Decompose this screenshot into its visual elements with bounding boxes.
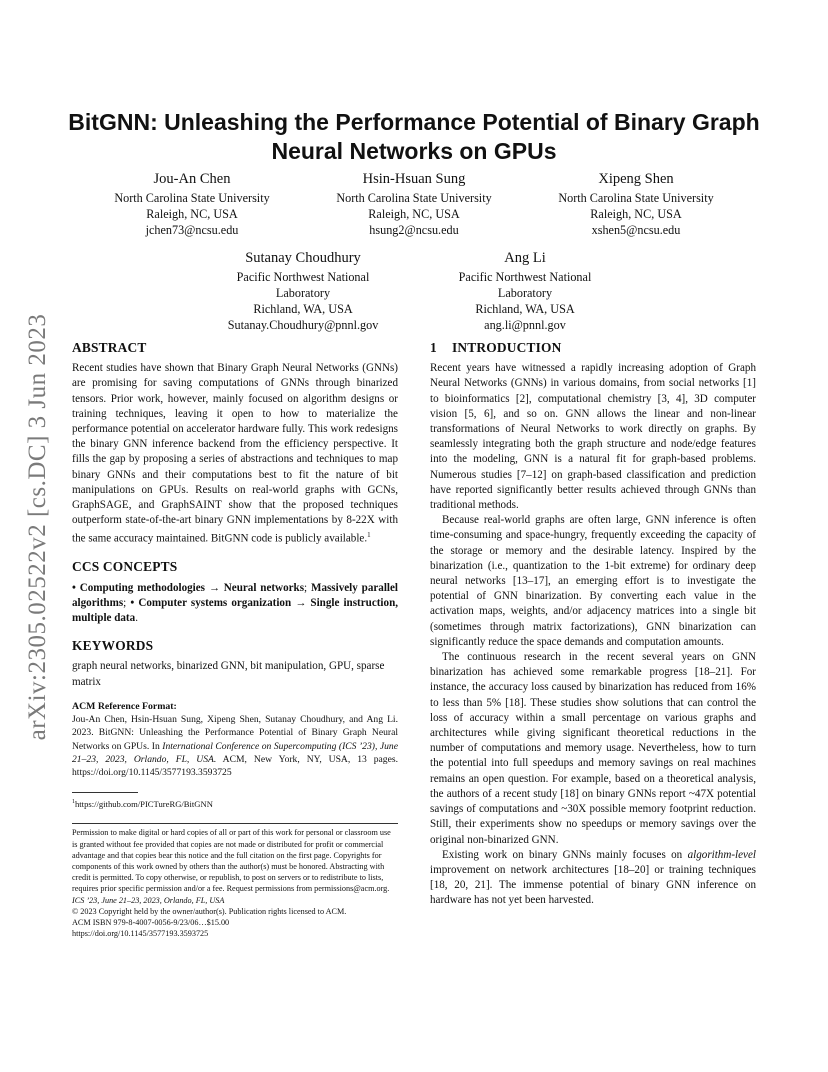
right-column [430, 340, 756, 909]
intro-p4-start: Existing work on binary GNNs mainly focuses on [442, 848, 688, 861]
author-affiliation: North Carolina State University [558, 191, 714, 205]
keywords-heading: KEYWORDS [72, 638, 154, 654]
permission-block [72, 823, 398, 939]
author-location: Raleigh, NC, USA [590, 207, 682, 221]
author-block [425, 249, 625, 333]
intro-paragraph-3: The continuous research in the recent several years on GNN binarization has achieved some remarkable progress [18–21]. For instance, the accuracy loss caused by binarization has reduced from 16% to less than 5% [18]. These studies show solutions that can control the loss of accuracy within a small percentage on various graphs and architectures while giving significant theoretical reductions in the number of computations and memory usage. Nevertheless, how to turn the potential into full speedups and memory savings on real machines remains an open question. For example, based on a theoretical analysis, the authors of a recent study [18] on binary GNNs report ~47X potential savings of computations and ~30X possible memory footprint reduction. Still, their experiments show no speedups or memory savings over the original non-binarized GNN. [430, 651, 756, 846]
author-email: Sutanay.Choudhury@pnnl.gov [227, 318, 379, 332]
author-affiliation: Pacific Northwest National [458, 270, 592, 284]
reference-tail: ACM, New York, NY, USA, 13 pages. https://doi.org/10.1145/3577193.3593725 [72, 753, 398, 779]
title-line-1: BitGNN: Unleashing the Performance Potential of Binary Graph [68, 109, 760, 135]
abstract-text [72, 361, 398, 547]
abstract-body: Recent studies have shown that Binary Graph Neural Networks (GNNs) are promising for saving computations of GNNs through binarized tensors. Prior work, however, mainly focused on algorithm designs or training techniques, leaving it open to how to materialize the performance potential on accelerator hardware fully. This work redesigns the binary GNN inference backend from the efficiency perspective. It fills the gap by proposing a series of abstractions and techniques to map binary GNNs and their computations best to fit the nature of bit manipulations on GPUs. Results on real-world graphs with GCNs, GraphSAGE, and GraphSAINT show that the proposed techniques outperform state-of-the-art binary GNN implementations by 8-22X with the same accuracy maintained. BitGNN code is publicly available. [72, 362, 398, 546]
ccs-separator: ; [304, 581, 311, 594]
author-email: hsung2@ncsu.edu [369, 223, 459, 237]
intro-heading [430, 340, 756, 355]
footnote-rule [72, 792, 138, 793]
footnote [72, 797, 398, 810]
section-number: 1 [430, 340, 437, 355]
author-name: Xipeng Shen [598, 171, 674, 187]
author-email: ang.li@pnnl.gov [484, 318, 566, 332]
author-email: xshen5@ncsu.edu [591, 223, 681, 237]
author-block [314, 170, 514, 238]
reference-format-text [72, 713, 398, 779]
reference-authors: Jou-An Chen, Hsin-Hsuan Sung, Xipeng Shen, Sutanay Choudhury, and Ang Li. 2023. BitGNN: Unleashing the Performance Potential of Binary Graph Neural Networks on GPUs. In [72, 714, 398, 752]
permission-text: Permission to make digital or hard copies of all or part of this work for personal or classroom use is granted without fee provided that copies are not made or distributed for profit or commercial advantage and that copies bear this notice and the full citation on the first page. Copyrights for components of this work owned by others than the author(s) must be honored. Abstracting with credit is permitted. To copy otherwise, or republish, to post on servers or to redistribute to lists, requires prior specific permission and/or a fee. Request permissions from permissions@acm.org. [72, 828, 391, 894]
intro-paragraph-2: Because real-world graphs are often large, GNN inference is often time-consuming and space-hungry, frequently exceeding the capacity of the storage or memory and the desirable latency. Inspired by the binarization (i.e., quantization to the 1-bit extreme) for ordinary deep neural networks [13–17], an emerging effort is to investigate the potential of GNN binarization. By converting each value in the activation maps, weights, and/or adjacency matrices into a single bit (sometimes through matrix factorizations), GNN binarization can significantly reduce the space demands and computation amounts. [430, 514, 756, 648]
ccs-end: . [135, 611, 138, 624]
title-line-2: Neural Networks on GPUs [271, 138, 557, 164]
author-block [92, 170, 292, 238]
ccs-concept-1: • Computing methodologies → Neural networks [72, 581, 305, 594]
permission-isbn: ACM ISBN 979-8-4007-0056-9/23/06…$15.00 [72, 918, 230, 928]
author-email: jchen73@ncsu.edu [145, 223, 239, 237]
author-location: Richland, WA, USA [475, 302, 575, 316]
reference-format [72, 700, 398, 780]
intro-p4-emphasis: algorithm-level [687, 848, 756, 861]
author-name: Ang Li [504, 250, 546, 266]
ccs-concept-3: • Computer systems organization → Single instruction, multiple data [72, 596, 399, 624]
author-location: Richland, WA, USA [253, 302, 353, 316]
author-affiliation-2: Laboratory [497, 286, 553, 300]
author-name: Jou-An Chen [153, 171, 231, 187]
permission-doi: https://doi.org/10.1145/3577193.3593725 [72, 929, 209, 939]
footnote-link: https://github.com/PICTureRG/BitGNN [75, 798, 213, 809]
author-affiliation: North Carolina State University [114, 191, 270, 205]
intro-paragraph-1: Recent years have witnessed a rapidly increasing adoption of Graph Neural Networks (GNNs) in various domains, from social networks [1] to bioinformatics [2], computational chemistry [3, 4], 3D computer vision [5, 6], and so on. GNN allows the linear and non-linear transformations of Neural Networks to work directly on graphs. By seamlessly integrating both the graph structure and node/edge features into the modeling, GNN is a natural fit for graph-based problems. Numerous studies [7–12] on graph-based classification and prediction have reported significantly better results achieved through GNNs than traditional methods. [430, 362, 756, 512]
left-column [72, 340, 398, 939]
intro-paragraph-4 [430, 848, 756, 909]
ccs-concept-2: Massively parallel algorithms [72, 581, 399, 609]
author-affiliation-2: Laboratory [275, 286, 331, 300]
author-affiliation: North Carolina State University [336, 191, 492, 205]
reference-format-heading: ACM Reference Format: [72, 700, 177, 712]
keywords-text: graph neural networks, binarized GNN, bit manipulation, GPU, sparse matrix [72, 660, 385, 688]
reference-venue: International Conference on Supercomputing (ICS ’23), June 21–23, 2023, Orlando, FL, USA. [72, 740, 398, 765]
author-affiliation: Pacific Northwest National [236, 270, 370, 284]
section-title: INTRODUCTION [452, 340, 562, 355]
footnote-number: 1 [72, 798, 75, 805]
paper-title [60, 108, 768, 166]
author-block [203, 249, 403, 333]
intro-p4-end: improvement on network architectures [18–20] or training techniques [18, 20, 21]. The immense potential of binary GNN inference on hardware has not yet been harvested. [430, 863, 756, 907]
ccs-heading: CCS CONCEPTS [72, 559, 178, 575]
ccs-text [72, 581, 398, 627]
footnote-mark: 1 [367, 531, 371, 540]
arxiv-identifier: arXiv:2305.02522v2 [cs.DC] 3 Jun 2023 [24, 313, 51, 741]
permission-venue: ICS ’23, June 21–23, 2023, Orlando, FL, USA [72, 895, 225, 905]
author-block [536, 170, 736, 238]
author-location: Raleigh, NC, USA [368, 207, 460, 221]
author-location: Raleigh, NC, USA [146, 207, 238, 221]
abstract-heading: ABSTRACT [72, 340, 147, 355]
ccs-separator: ; [123, 596, 131, 609]
arxiv-sidebar [18, 292, 58, 762]
permission-copyright: © 2023 Copyright held by the owner/author(s). Publication rights licensed to ACM. [72, 906, 347, 916]
author-name: Hsin-Hsuan Sung [362, 171, 466, 187]
author-name: Sutanay Choudhury [245, 250, 361, 266]
